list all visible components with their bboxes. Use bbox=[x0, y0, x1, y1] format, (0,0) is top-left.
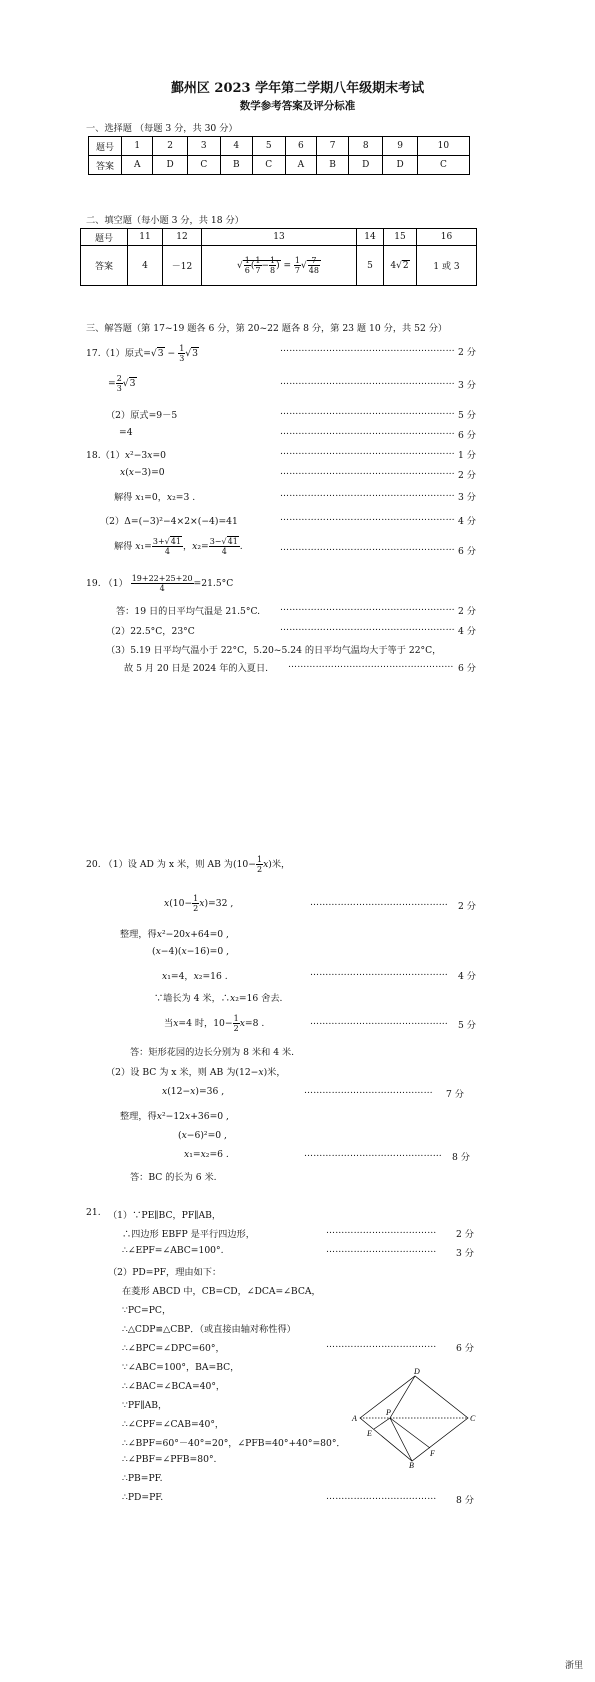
table-cell: B bbox=[317, 156, 349, 175]
table-cell: C bbox=[187, 156, 220, 175]
q20-line11: 整理，得x²−12x+36=0 , bbox=[120, 1111, 229, 1122]
q17-line4: =4 bbox=[119, 427, 133, 438]
step-text: 米， bbox=[271, 859, 291, 870]
table-row bbox=[89, 137, 470, 156]
table-cell: A bbox=[285, 156, 316, 175]
label-f: F bbox=[430, 1449, 435, 1458]
q20-line13: x₁=x₂=6 . bbox=[184, 1149, 229, 1160]
step-text: 整理，得 bbox=[120, 1111, 157, 1122]
step-text: （1） bbox=[103, 578, 128, 589]
table-cell: D bbox=[383, 156, 417, 175]
table-cell: 2 bbox=[153, 137, 187, 156]
dotted-leader: ……………………………… bbox=[326, 1492, 437, 1502]
q21-line7: ∴△CDP≌△CBP．（或直接由轴对称性得） bbox=[122, 1324, 296, 1335]
page-title: 鄞州区 2023 学年第二学期八年级期末考试 bbox=[170, 81, 425, 96]
q19-line1: 19. （1） $\frac{19+22+25+20}{4}$ =21.5°C bbox=[86, 574, 234, 593]
q20-line3: 整理，得x²−20x+64=0 , bbox=[120, 929, 229, 940]
table-cell: B bbox=[220, 156, 252, 175]
table-cell: 5 bbox=[357, 246, 384, 286]
q21-line2: ∴四边形 EBFP 是平行四边形， bbox=[122, 1229, 255, 1240]
table-cell: C bbox=[417, 156, 469, 175]
step-text: （1）设 AD 为 x 米，则 AB 为 bbox=[103, 859, 233, 870]
dotted-leader: ……………………………………… bbox=[310, 968, 448, 978]
q20-line1: 20. （1）设 AD 为 x 米，则 AB 为(10− $\frac{1}{2}$ x)米， bbox=[86, 855, 291, 874]
question-number: 21. bbox=[86, 1207, 101, 1218]
table-cell: C bbox=[252, 156, 285, 175]
segment-pb bbox=[390, 1418, 412, 1461]
fill-answer-table bbox=[80, 228, 477, 286]
rhombus-figure bbox=[350, 1368, 480, 1468]
row-label: 答案 bbox=[81, 246, 128, 286]
q18-line3: 解得 x₁=0，x₂=3 . bbox=[114, 492, 196, 503]
step-text: （2） bbox=[100, 516, 125, 527]
score: 4 分 bbox=[458, 971, 476, 982]
q18-line5: 解得 x₁= $\frac{3+√41}{4}$ ，x₂= $\frac{3-√41}{4}$ . bbox=[114, 537, 243, 556]
dotted-leader: ………………………………………………… bbox=[280, 344, 455, 354]
dotted-leader: ………………………………………………… bbox=[280, 447, 455, 457]
q17-line3: （2）原式=9－5 bbox=[106, 410, 178, 421]
q19-line5: 故 5 月 20 日是 2024 年的入夏日. bbox=[124, 663, 269, 674]
step-text: =21.5°C bbox=[193, 578, 234, 589]
q21-line12: ∴∠CPF=∠CAB=40°， bbox=[122, 1419, 225, 1430]
step-text: ∵墙长为 4 米，∴ bbox=[154, 993, 230, 1004]
score: 3 分 bbox=[456, 1248, 474, 1259]
table-cell: 16 bbox=[417, 229, 477, 246]
step-text: 解得 bbox=[114, 541, 133, 552]
q18-line2: x(x−3)=0 bbox=[120, 467, 165, 478]
dotted-leader: ………………………………………………… bbox=[280, 603, 455, 613]
label-e: E bbox=[367, 1429, 372, 1438]
score: 2 分 bbox=[458, 901, 476, 912]
score: 2 分 bbox=[458, 470, 476, 481]
table-row bbox=[81, 246, 477, 286]
q20-line4: (x−4)(x−16)=0 , bbox=[152, 946, 230, 957]
dotted-leader: ……………………………………… bbox=[310, 1017, 448, 1027]
label-d: D bbox=[414, 1368, 420, 1376]
table-cell: 11 bbox=[128, 229, 163, 246]
table-cell: D bbox=[349, 156, 383, 175]
dotted-leader: ……………………………………………… bbox=[288, 660, 454, 670]
score: 6 分 bbox=[458, 663, 476, 674]
score: 6 分 bbox=[456, 1343, 474, 1354]
q21-line10: ∴∠BAC=∠BCA=40°， bbox=[122, 1381, 226, 1392]
table-cell: 8 bbox=[349, 137, 383, 156]
formula-cell-15: 4√2 bbox=[384, 246, 417, 286]
q21-line1: （1）∵PE∥BC，PF∥AB， bbox=[108, 1210, 222, 1221]
q19-line4: （3）5.19 日平均气温小于 22°C，5.20~5.24 的日平均气温均大于等于 22°C， bbox=[106, 645, 442, 656]
score: 8 分 bbox=[452, 1152, 470, 1163]
q20-line7: 当x=4 时，10− $\frac{1}{2}$ x=8 . bbox=[164, 1014, 265, 1033]
step-text: 解得 bbox=[114, 492, 133, 503]
q21-line3: ∴∠EPF=∠ABC=100°. bbox=[122, 1245, 224, 1256]
table-cell: 10 bbox=[417, 137, 469, 156]
row-label: 题号 bbox=[81, 229, 128, 246]
q18-line4: （2）Δ=(−3)²−4×2×(−4)=41 bbox=[100, 516, 238, 527]
page-subtitle: 数学参考答案及评分标准 bbox=[239, 100, 356, 112]
table-cell: 13 bbox=[202, 229, 357, 246]
question-number: 17. bbox=[86, 348, 101, 359]
table-cell: 3 bbox=[187, 137, 220, 156]
table-row bbox=[89, 156, 470, 175]
q21-line6: ∵PC=PC， bbox=[122, 1305, 172, 1316]
q20-line5: x₁=4，x₂=16 . bbox=[162, 971, 228, 982]
section2-heading: 二、填空题（每小题 3 分，共 18 分） bbox=[86, 215, 244, 226]
score: 2 分 bbox=[458, 347, 476, 358]
q20-line12: (x−6)²=0 , bbox=[178, 1130, 227, 1141]
segment-pf bbox=[390, 1418, 430, 1448]
dotted-leader: …………………………………… bbox=[304, 1086, 433, 1096]
q20-line8: 答：矩形花园的边长分别为 8 米和 4 米. bbox=[130, 1047, 295, 1058]
dotted-leader: ………………………………………………… bbox=[280, 427, 455, 437]
label-c: C bbox=[470, 1414, 476, 1423]
score: 1 分 bbox=[458, 450, 476, 461]
q17-line2: = $\frac{2}{3}$ √3 bbox=[108, 374, 136, 393]
score: 2 分 bbox=[456, 1229, 474, 1240]
score: 8 分 bbox=[456, 1495, 474, 1506]
table-cell: 4 bbox=[128, 246, 163, 286]
q21-line13: ∴∠BPF=60°－40°=20°，∠PFB=40°+40°=80°． bbox=[122, 1438, 346, 1449]
table-cell: 14 bbox=[357, 229, 384, 246]
table-cell: D bbox=[153, 156, 187, 175]
row-label: 题号 bbox=[89, 137, 122, 156]
dotted-leader: ………………………………………………… bbox=[280, 543, 455, 553]
score: 7 分 bbox=[446, 1089, 464, 1100]
section3-heading: 三、解答题（第 17~19 题各 6 分，第 20~22 题各 8 分，第 23 题 10 分，共 52 分） bbox=[86, 323, 448, 334]
table-cell: 4 bbox=[220, 137, 252, 156]
table-cell: 5 bbox=[252, 137, 285, 156]
dotted-leader: ………………………………………………… bbox=[280, 377, 455, 387]
table-cell: 1 或 3 bbox=[417, 246, 477, 286]
q21-line11: ∵PF∥AB， bbox=[122, 1400, 168, 1411]
label-p: P bbox=[386, 1408, 391, 1417]
score: 5 分 bbox=[458, 410, 476, 421]
q20-line6: ∵墙长为 4 米，∴x₂=16 舍去. bbox=[154, 993, 283, 1004]
score: 4 分 bbox=[458, 626, 476, 637]
q21-line9: ∵∠ABC=100°，BA=BC， bbox=[122, 1362, 240, 1373]
table-cell: A bbox=[122, 156, 153, 175]
step-text: = bbox=[108, 378, 116, 389]
q19-line3: （2）22.5°C，23°C bbox=[106, 626, 195, 637]
segment-pd bbox=[390, 1376, 415, 1418]
dotted-leader: ………………………………………………… bbox=[280, 489, 455, 499]
section1-heading: 一、选择题 （每题 3 分，共 30 分） bbox=[86, 123, 238, 134]
q21-line16: ∴PD=PF. bbox=[122, 1492, 164, 1503]
question-number: 20. bbox=[86, 859, 101, 870]
score: 6 分 bbox=[458, 430, 476, 441]
score: 4 分 bbox=[458, 516, 476, 527]
step-text: 当 bbox=[164, 1018, 174, 1029]
question-number: 19. bbox=[86, 578, 101, 589]
q21-line4: （2）PD=PF，理由如下： bbox=[108, 1267, 222, 1278]
dotted-leader: ………………………………………………… bbox=[280, 513, 455, 523]
dotted-leader: ……………………………………… bbox=[310, 898, 448, 908]
table-row bbox=[81, 229, 477, 246]
table-cell: 12 bbox=[163, 229, 202, 246]
table-cell: 1 bbox=[122, 137, 153, 156]
label-b: B bbox=[409, 1461, 414, 1468]
dotted-leader: ………………………………………………… bbox=[280, 407, 455, 417]
score: 2 分 bbox=[458, 606, 476, 617]
score: 3 分 bbox=[458, 380, 476, 391]
label-a: A bbox=[352, 1414, 357, 1423]
q20-line10: x(12−x)=36 , bbox=[162, 1086, 225, 1097]
choice-answer-table bbox=[88, 136, 470, 175]
q19-line2: 答：19 日的日平均气温是 21.5°C. bbox=[116, 606, 261, 617]
dotted-leader: ……………………………… bbox=[326, 1340, 437, 1350]
q20-line2: x(10− $\frac{1}{2}$ x)=32 , bbox=[164, 894, 234, 913]
step-text: 整理，得 bbox=[120, 929, 157, 940]
dotted-leader: ………………………………………………… bbox=[280, 623, 455, 633]
dotted-leader: ……………………………… bbox=[326, 1226, 437, 1236]
score: 6 分 bbox=[458, 546, 476, 557]
dotted-leader: ………………………………………………… bbox=[280, 467, 455, 477]
table-cell: 7 bbox=[317, 137, 349, 156]
segment-pe bbox=[374, 1418, 390, 1429]
step-text: （1）原式= bbox=[100, 348, 151, 359]
dotted-leader: ……………………………… bbox=[326, 1245, 437, 1255]
row-label: 答案 bbox=[89, 156, 122, 175]
q21-line8: ∴∠BPC=∠DPC=60°， bbox=[122, 1343, 225, 1354]
q20-line9: （2）设 BC 为 x 米，则 AB 为(12−x)米， bbox=[106, 1067, 286, 1078]
q17-line1: 17.（1）原式=√3 − $\frac{1}{3}$ √3 bbox=[86, 344, 198, 363]
question-number: 18. bbox=[86, 450, 101, 461]
step-text: （1） bbox=[100, 450, 125, 461]
score: 5 分 bbox=[458, 1020, 476, 1031]
table-cell: 9 bbox=[383, 137, 417, 156]
dotted-leader: ……………………………………… bbox=[304, 1149, 442, 1159]
q21-line5: 在菱形 ABCD 中，CB=CD，∠DCA=∠BCA， bbox=[122, 1286, 321, 1297]
q21-line15: ∴PB=PF. bbox=[122, 1473, 163, 1484]
step-text: （2）设 BC 为 x 米，则 AB 为 bbox=[106, 1067, 236, 1078]
step-text: 米， bbox=[267, 1067, 286, 1078]
q18-line1: 18.（1）x²−3x=0 bbox=[86, 450, 167, 461]
table-cell: －12 bbox=[163, 246, 202, 286]
table-cell: 6 bbox=[285, 137, 316, 156]
q20-line14: 答：BC 的长为 6 米. bbox=[130, 1172, 217, 1183]
table-cell: 15 bbox=[384, 229, 417, 246]
footer-watermark: 浙里 bbox=[565, 1661, 584, 1671]
q21-line14: ∴∠PBF=∠PFB=80°. bbox=[122, 1454, 217, 1465]
score: 3 分 bbox=[458, 492, 476, 503]
rhombus-outline bbox=[360, 1376, 468, 1461]
formula-cell-13: √ $\frac{1}{6}$ ( $\frac{1}{7}$ − $\frac{1}{8}$ ) = $\frac{1}{7}$ √ $\frac{7}{48}$ bbox=[202, 246, 357, 286]
